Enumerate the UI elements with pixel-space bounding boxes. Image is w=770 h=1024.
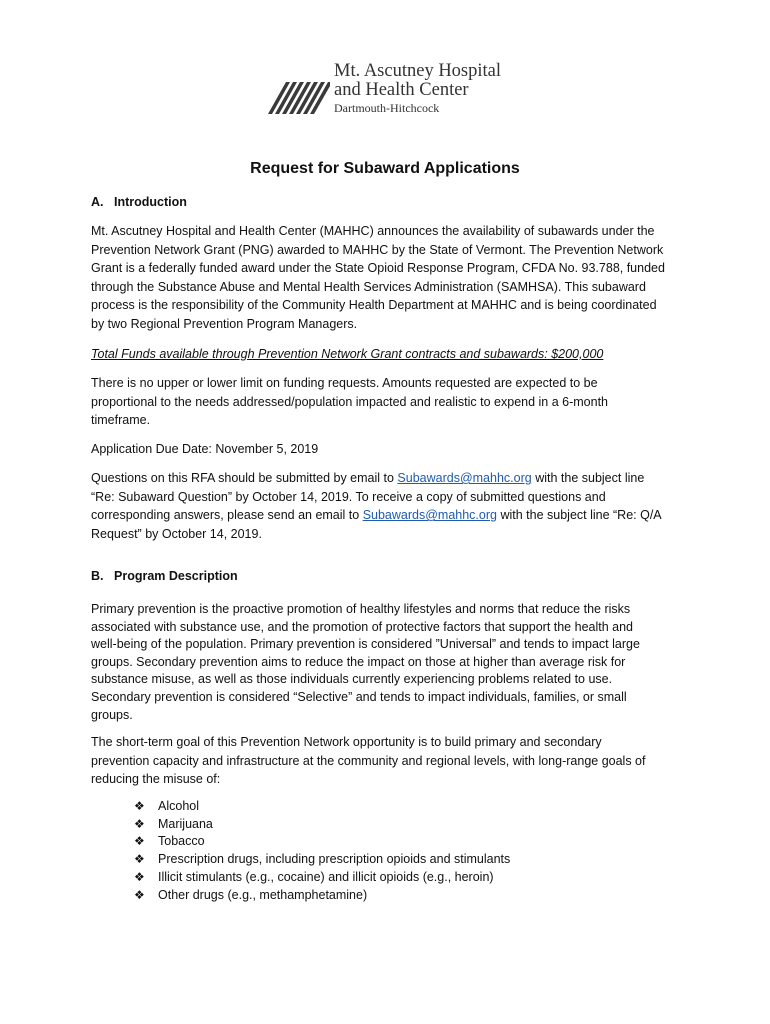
prevention-line: Primary prevention is the proactive promotion of healthy lifestyles and norms that reduce the risks [91,602,631,616]
questions-paragraph [91,469,691,543]
questions-line-2: “Re: Subaward Question” by October 14, 2019. To receive a copy of submitted questions and [91,489,606,504]
list-item-text: Marijuana [158,816,213,831]
intro-paragraph [91,222,691,334]
questions-text: with the subject line “Re: Q/A [496,508,662,523]
questions-line-4: Request” by October 14, 2019. [91,526,262,541]
intro-line: Mt. Ascutney Hospital and Health Center (MAHHC) announces the availability of subawards under the [91,224,655,238]
prevention-line: Secondary prevention is considered “Selective” and tends to impact individuals, families, or small [91,689,627,704]
diamond-bullet-icon: ❖ [134,799,145,813]
logo-line-1: Mt. Ascutney Hospital [334,61,502,81]
questions-text: Questions on this RFA should be submitted by email to [91,471,398,485]
list-item [134,869,510,887]
section-b-title: Program Description [114,569,238,583]
list-item-text: Prescription drugs, including prescription opioids and stimulants [158,852,511,867]
prevention-paragraph [91,601,691,724]
intro-line: Prevention Network Grant (PNG) awarded to MAHHC by the State of Vermont. The Prevention Network [91,242,664,257]
list-item [134,851,510,869]
goal-line: The short-term goal of this Prevention Network opportunity is to build primary and secondary [91,735,602,749]
logo-stripes-icon [268,82,330,114]
total-funds-line [91,345,691,364]
questions-text: with the subject line [531,471,645,485]
prevention-line: associated with substance use, and the promotion of protective factors that support the health and [91,619,633,634]
logo-wordmark [334,62,501,115]
intro-line: through the Substance Abuse and Mental Health Services Administration (SAMHSA). This subaward [91,279,646,294]
diamond-bullet-icon: ❖ [134,869,145,884]
funding-limit-paragraph [91,374,691,430]
intro-line: Grant is a federally funded award under the State Opioid Response Program, CFDA No. 93.788, funded [91,261,665,276]
list-item [134,816,510,834]
diamond-bullet-icon: ❖ [134,887,145,902]
section-a-title: Introduction [114,195,187,209]
intro-line: by two Regional Prevention Program Managers. [91,316,358,331]
questions-text: corresponding answers, please send an email to [91,508,363,523]
prevention-line: groups. Secondary prevention aims to reduce the impact on those at higher than average risk for [91,654,626,669]
list-item-text: Illicit stimulants (e.g., cocaine) and illicit opioids (e.g., heroin) [158,869,494,884]
list-item [134,833,510,851]
list-item [134,798,510,816]
limit-line: proportional to the needs addressed/population impacted and realistic to expend in a 6-month [91,394,609,409]
logo-line-2: and Health Center [334,80,469,100]
section-a-heading [91,195,187,209]
diamond-bullet-icon: ❖ [134,816,145,831]
list-item-text: Alcohol [158,799,199,813]
section-a-number: A. [91,195,104,209]
due-date-line [91,440,691,459]
prevention-line: substance misuse, as well as those individuals currently experiencing problems related to use. [91,672,613,687]
logo-line-3: Dartmouth-Hitchcock [334,101,440,115]
section-b-heading [91,569,238,583]
total-funds-text: Total Funds available through Prevention Network Grant contracts and subawards: $200,000 [91,347,604,361]
list-item-text: Tobacco [158,834,205,849]
goal-paragraph [91,733,691,789]
email-link[interactable]: Subawards@mahhc.org [397,471,532,485]
questions-line-3 [91,506,691,525]
intro-line: process is the responsibility of the Community Health Department at MAHHC and is being coordinated [91,298,657,313]
limit-line: There is no upper or lower limit on funding requests. Amounts requested are expected to be [91,376,598,390]
due-date-text: Application Due Date: November 5, 2019 [91,442,319,456]
goal-line: reducing the misuse of: [91,772,221,787]
diamond-bullet-icon: ❖ [134,852,145,867]
substance-list [134,798,510,904]
list-item [134,887,510,905]
hospital-logo [268,62,508,118]
limit-line: timeframe. [91,413,151,428]
prevention-line: well-being of the population. Primary prevention is considered ”Universal” and tends to impact large [91,637,640,652]
list-item-text: Other drugs (e.g., methamphetamine) [158,887,368,902]
prevention-line: groups. [91,707,133,722]
questions-line-1 [91,469,691,488]
page-title: Request for Subaward Applications [250,160,520,177]
email-link[interactable]: Subawards@mahhc.org [362,508,497,523]
goal-line: prevention capacity and infrastructure at the community and regional levels, with long-range goals of [91,753,646,768]
section-b-number: B. [91,569,104,583]
diamond-bullet-icon: ❖ [134,834,145,849]
